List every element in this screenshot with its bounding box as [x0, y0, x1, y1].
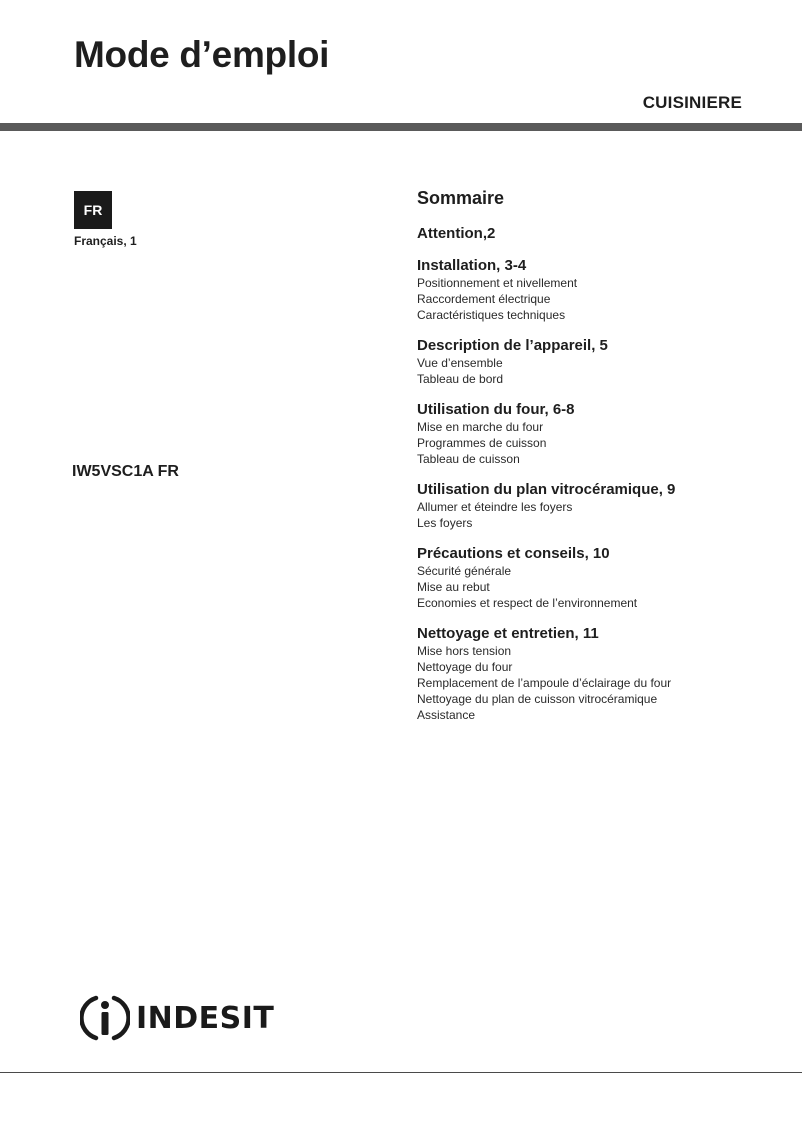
toc-sections: [417, 225, 777, 723]
toc-item: Mise en marche du four: [417, 420, 544, 434]
toc-item: Positionnement et nivellement: [417, 276, 578, 290]
toc-item: Vue d’ensemble: [417, 356, 503, 370]
toc-section-title: Utilisation du four, 6-8: [417, 401, 575, 418]
brand-name: INDESIT: [136, 1000, 275, 1036]
toc-item: Assistance: [417, 708, 476, 722]
toc-section: [417, 481, 777, 531]
toc-item: Raccordement électrique: [417, 292, 551, 306]
toc-item: Economies et respect de l’environnement: [417, 596, 638, 610]
language-badge: FR: [74, 191, 112, 229]
toc-item: Les foyers: [417, 516, 473, 530]
footer-rule: [0, 1072, 802, 1073]
model-number: IW5VSC1A FR: [72, 463, 179, 480]
toc-section: [417, 625, 777, 723]
toc-item: Programmes de cuisson: [417, 436, 547, 450]
toc-section-title: Description de l’appareil, 5: [417, 337, 608, 354]
toc-section: [417, 545, 777, 611]
toc-item: Remplacement de l’ampoule d’éclairage du four: [417, 676, 672, 690]
table-of-contents: [417, 187, 777, 737]
toc-item: Nettoyage du plan de cuisson vitrocéramique: [417, 692, 658, 706]
toc-item: Caractéristiques techniques: [417, 308, 566, 322]
toc-section: [417, 337, 777, 387]
header-rule: [0, 123, 802, 131]
toc-section-title: Précautions et conseils, 10: [417, 545, 610, 562]
toc-section-title: Installation, 3-4: [417, 257, 527, 274]
toc-item: Sécurité générale: [417, 564, 512, 578]
toc-item: Mise hors tension: [417, 644, 512, 658]
page-title: Mode d’emploi: [74, 34, 330, 75]
toc-section-title: Nettoyage et entretien, 11: [417, 625, 599, 642]
indesit-info-icon: [80, 993, 130, 1043]
toc-item: Allumer et éteindre les foyers: [417, 500, 573, 514]
toc-item: Nettoyage du four: [417, 660, 513, 674]
toc-section-title: Utilisation du plan vitrocéramique, 9: [417, 481, 676, 498]
toc-item: Mise au rebut: [417, 580, 490, 594]
product-type: CUISINIERE: [642, 93, 742, 112]
toc-section: [417, 401, 777, 467]
toc-heading: Sommaire: [417, 188, 505, 208]
toc-item: Tableau de bord: [417, 372, 504, 386]
toc-section: [417, 225, 777, 243]
language-entry: Français, 1: [74, 234, 137, 248]
toc-section: [417, 257, 777, 323]
toc-section-title: Attention,2: [417, 225, 496, 242]
brand-logo: [80, 993, 274, 1043]
toc-item: Tableau de cuisson: [417, 452, 520, 466]
